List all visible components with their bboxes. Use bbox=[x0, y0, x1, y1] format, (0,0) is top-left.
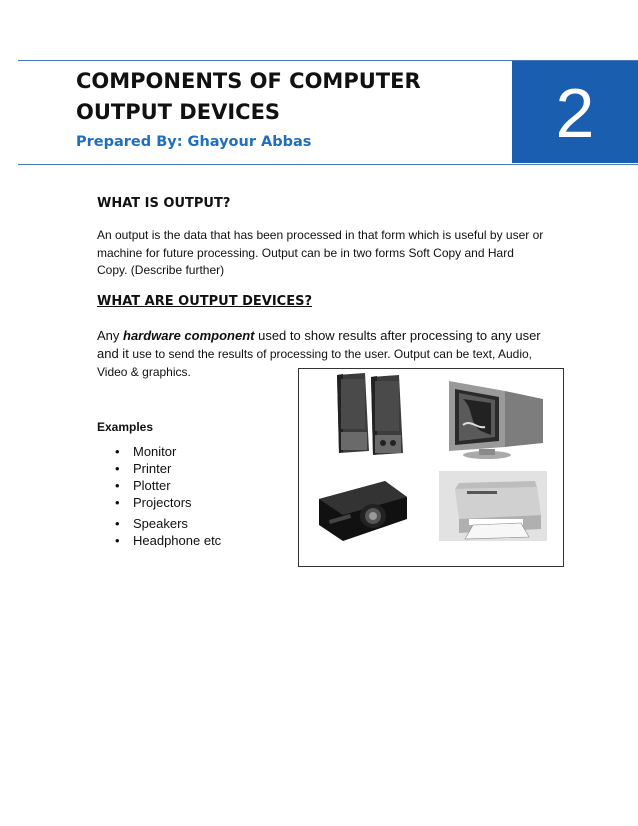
list-item: • Printer bbox=[115, 461, 172, 476]
projector-icon bbox=[319, 481, 407, 541]
list-item-label: Printer bbox=[133, 461, 172, 476]
list-item: • Speakers bbox=[115, 516, 188, 531]
list-item: • Monitor bbox=[115, 444, 177, 459]
examples-list bbox=[115, 443, 221, 549]
printer-icon bbox=[439, 471, 547, 541]
speakers-icon bbox=[337, 373, 403, 455]
prepared-by: Prepared By: Ghayour Abbas bbox=[76, 134, 312, 150]
page-title bbox=[76, 66, 421, 128]
body-prefix: Any bbox=[97, 328, 124, 343]
list-item-label: Projectors bbox=[133, 495, 192, 510]
list-item-label: Monitor bbox=[133, 444, 177, 459]
section-heading-output-devices: WHAT ARE OUTPUT DEVICES? bbox=[97, 294, 312, 309]
section-body-what-is-output: An output is the data that has been processed in that form which is useful by user or machine for future processing. Output can be in two forms Soft Copy and Hard Copy. (Describe further) bbox=[97, 228, 544, 277]
body-emphasis: hardware component bbox=[123, 328, 255, 343]
list-item: • Plotter bbox=[115, 478, 171, 493]
chapter-badge bbox=[512, 61, 638, 163]
examples-label: Examples bbox=[97, 420, 154, 434]
body-middle: used to show results after processing to any user and it bbox=[97, 328, 541, 361]
list-item-label: Headphone etc bbox=[133, 533, 222, 548]
page-title-line2: OUTPUT DEVICES bbox=[76, 100, 281, 124]
section-heading-what-is-output: WHAT IS OUTPUT? bbox=[97, 196, 231, 211]
chapter-number: 2 bbox=[555, 74, 595, 152]
list-item-label: Plotter bbox=[133, 478, 171, 493]
list-item-label: Speakers bbox=[133, 516, 188, 531]
body-small: use to send bbox=[132, 347, 195, 361]
header-bottom-rule bbox=[18, 164, 638, 165]
output-devices-figure bbox=[298, 368, 564, 567]
body-rest: the results of processing to the user. Output can be text, Audio, Video & graphics. bbox=[97, 347, 533, 379]
page-title-line1: COMPONENTS OF COMPUTER bbox=[76, 69, 421, 93]
crt-monitor-icon bbox=[449, 381, 543, 459]
list-item: • Projectors bbox=[115, 495, 192, 510]
list-item: • Headphone etc bbox=[115, 533, 222, 548]
